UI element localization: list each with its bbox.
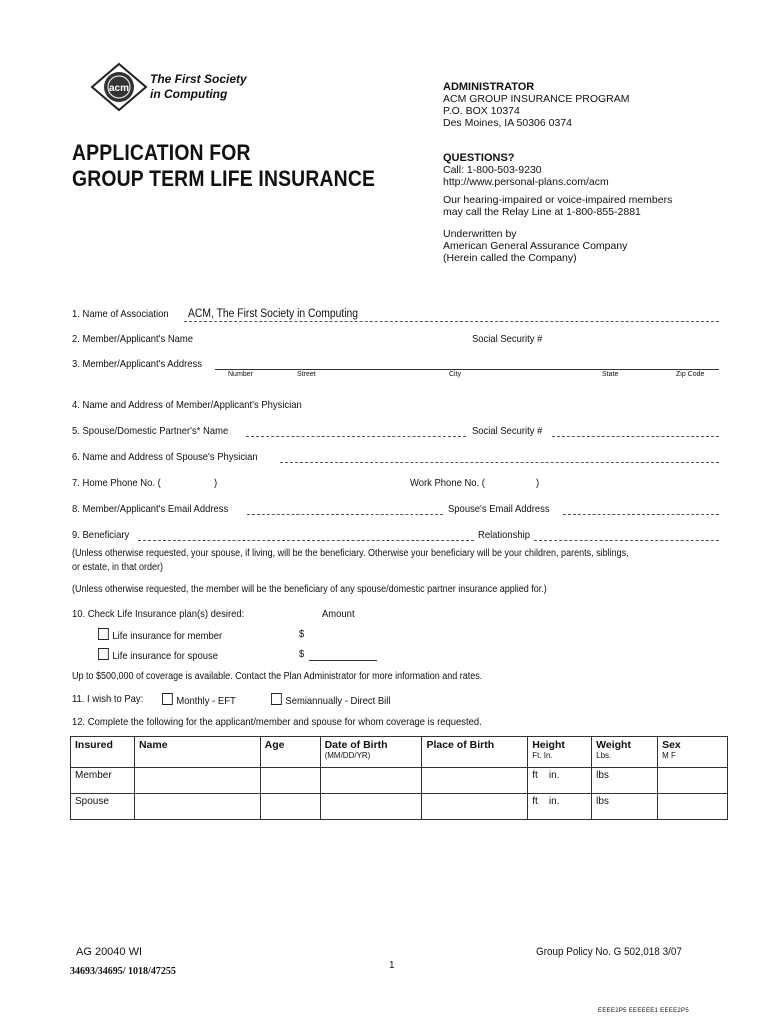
tracking-code: EEEE2P5 EEEEEE1 EEEE2P5 [598,1008,689,1014]
questions-hearing-line1: Our hearing-impaired or voice-impaired members [443,194,673,206]
pay-semiannual-label: Semiannually - Direct Bill [285,695,391,707]
spouse-email-line[interactable] [563,514,719,515]
member-plan-checkbox[interactable] [98,628,109,640]
association-label: 1. Name of Association [72,308,169,320]
form-code: 34693/34695/ 1018/47255 [70,966,176,977]
lbs-unit: lbs [596,796,609,807]
pay-monthly-label: Monthly - EFT [176,695,236,707]
spouse-name-line[interactable] [246,436,466,437]
row-label: Spouse [71,794,135,820]
col-weight-label: Weight [596,739,631,751]
table-header-row [71,737,728,768]
member-address-line[interactable] [215,369,719,370]
ft-unit: ft [532,796,538,807]
home-phone-paren: ) [214,477,218,489]
col-dob-label: Date of Birth [324,739,388,751]
beneficiary-note-1b: or estate, in that order) [72,562,164,573]
amount-label: Amount [322,608,355,620]
spouse-sex-cell[interactable] [658,794,728,820]
in-unit: in. [548,770,560,781]
col-age: Age [260,737,320,768]
spouse-physician-line[interactable] [280,462,719,463]
questions-url[interactable]: http://www.personal-plans.com/acm [443,176,609,188]
member-ssn-label: Social Security # [472,333,543,345]
table-row [71,794,728,820]
member-email-label: 8. Member/Applicant's Email Address [72,503,229,515]
member-sex-cell[interactable] [658,768,728,794]
administrator-line: P.O. BOX 10374 [443,105,520,117]
member-email-line[interactable] [247,514,443,515]
beneficiary-note-2: (Unless otherwise requested, the member will be the beneficiary of any spouse/domestic partner insurance applied for.) [72,584,547,595]
pay-monthly-checkbox[interactable] [162,693,173,705]
spouse-amount-line[interactable] [309,660,377,661]
spouse-height-cell[interactable] [528,794,592,820]
col-name: Name [134,737,260,768]
spouse-name-label: 5. Spouse/Domestic Partner's* Name [72,425,229,437]
administrator-line: ACM GROUP INSURANCE PROGRAM [443,93,630,105]
member-weight-cell[interactable] [592,768,658,794]
member-name-label: 2. Member/Applicant's Name [72,333,194,345]
col-sex-label: Sex [662,739,681,751]
work-phone-label: Work Phone No. ( [410,477,485,489]
insured-table [70,736,728,820]
logo-tagline [150,72,247,102]
col-height-label: Height [532,739,565,751]
member-plan-option[interactable] [98,628,222,643]
page-number: 1 [389,960,395,971]
administrator-heading: ADMINISTRATOR [443,81,535,93]
payment-label: 11. I wish to Pay: [72,693,144,705]
member-height-cell[interactable] [528,768,592,794]
spouse-amount-dollar: $ [299,648,305,660]
underwriter-line1: Underwritten by [443,228,517,240]
coverage-note: Up to $500,000 of coverage is available. Contact the Plan Administrator for more information and rates. [72,671,483,682]
acm-emblem-text: acm [108,83,130,94]
member-age-cell[interactable] [260,768,320,794]
col-height-sub: Ft. In. [532,751,553,760]
row-label: Member [71,768,135,794]
spouse-physician-label: 6. Name and Address of Spouse's Physician [72,451,258,463]
home-phone-label: 7. Home Phone No. ( [72,477,161,489]
spouse-pob-cell[interactable] [422,794,528,820]
acm-logo [88,62,150,112]
underwriter-line3: (Herein called the Company) [443,252,577,264]
spouse-ssn-label: Social Security # [472,425,543,437]
member-plan-label: Life insurance for member [112,630,223,642]
spouse-plan-label: Life insurance for spouse [112,650,218,662]
spouse-dob-cell[interactable] [320,794,422,820]
col-sex-sub: M F [662,751,676,760]
title-line1: APPLICATION FOR [72,140,251,165]
spouse-plan-checkbox[interactable] [98,648,109,660]
beneficiary-line[interactable] [138,540,474,541]
col-sex [658,737,728,768]
pay-monthly-option[interactable] [162,693,236,708]
col-weight-sub: Lbs. [596,751,612,760]
policy-number: Group Policy No. G 502,018 3/07 [536,946,682,958]
col-insured: Insured [71,737,135,768]
col-height [528,737,592,768]
logo-line2: in Computing [150,87,228,101]
beneficiary-label: 9. Beneficiary [72,529,130,541]
spouse-weight-cell[interactable] [592,794,658,820]
association-value[interactable]: ACM, The First Society in Computing [188,308,359,320]
plan-label: 10. Check Life Insurance plan(s) desired: [72,608,245,620]
member-dob-cell[interactable] [320,768,422,794]
ft-unit: ft [532,770,538,781]
in-unit: in. [548,796,560,807]
col-dob [320,737,422,768]
relationship-line[interactable] [534,540,719,541]
member-address-label: 3. Member/Applicant's Address [72,358,202,370]
spouse-plan-option[interactable] [98,648,218,663]
spouse-ssn-line[interactable] [552,436,719,437]
member-amount-dollar: $ [299,628,305,640]
acm-emblem-icon [88,62,150,112]
logo-line1: The First Society [150,72,247,86]
relationship-label: Relationship [478,529,531,541]
col-pob: Place of Birth [422,737,528,768]
spouse-email-label: Spouse's Email Address [448,503,550,515]
beneficiary-note-1: (Unless otherwise requested, your spouse, if living, will be the beneficiary. Otherwise your beneficiary will be your children, parents, siblings, [72,548,629,559]
spouse-name-cell[interactable] [134,794,260,820]
coverage-table-label: 12. Complete the following for the applicant/member and spouse for whom coverage is requested. [72,716,482,728]
spouse-age-cell[interactable] [260,794,320,820]
address-state-caption: State [602,371,619,378]
underwriter-line2: American General Assurance Company [443,240,628,252]
association-line [184,321,719,322]
address-zip-caption: Zip Code [676,371,705,378]
questions-hearing-line2: may call the Relay Line at 1-800-855-2881 [443,206,641,218]
pay-semiannual-option[interactable] [271,693,390,708]
member-name-cell[interactable] [134,768,260,794]
table-row [71,768,728,794]
administrator-line: Des Moines, IA 50306 0374 [443,117,573,129]
address-street-caption: Street [297,371,316,378]
work-phone-paren: ) [536,477,540,489]
member-pob-cell[interactable] [422,768,528,794]
address-number-caption: Number [228,371,253,378]
administrator-block [443,81,733,129]
title-line2: GROUP TERM LIFE INSURANCE [72,166,376,191]
col-weight [592,737,658,768]
questions-block [443,152,733,264]
questions-heading: QUESTIONS? [443,152,515,164]
questions-call: Call: 1-800-503-9230 [443,164,542,176]
lbs-unit: lbs [596,770,609,781]
col-dob-sub: (MM/DD/YR) [324,751,371,760]
member-physician-label: 4. Name and Address of Member/Applicant's Physician [72,399,302,411]
page-title [72,140,375,192]
pay-semiannual-checkbox[interactable] [271,693,282,705]
form-number: AG 20040 WI [76,946,143,958]
address-city-caption: City [449,371,462,378]
